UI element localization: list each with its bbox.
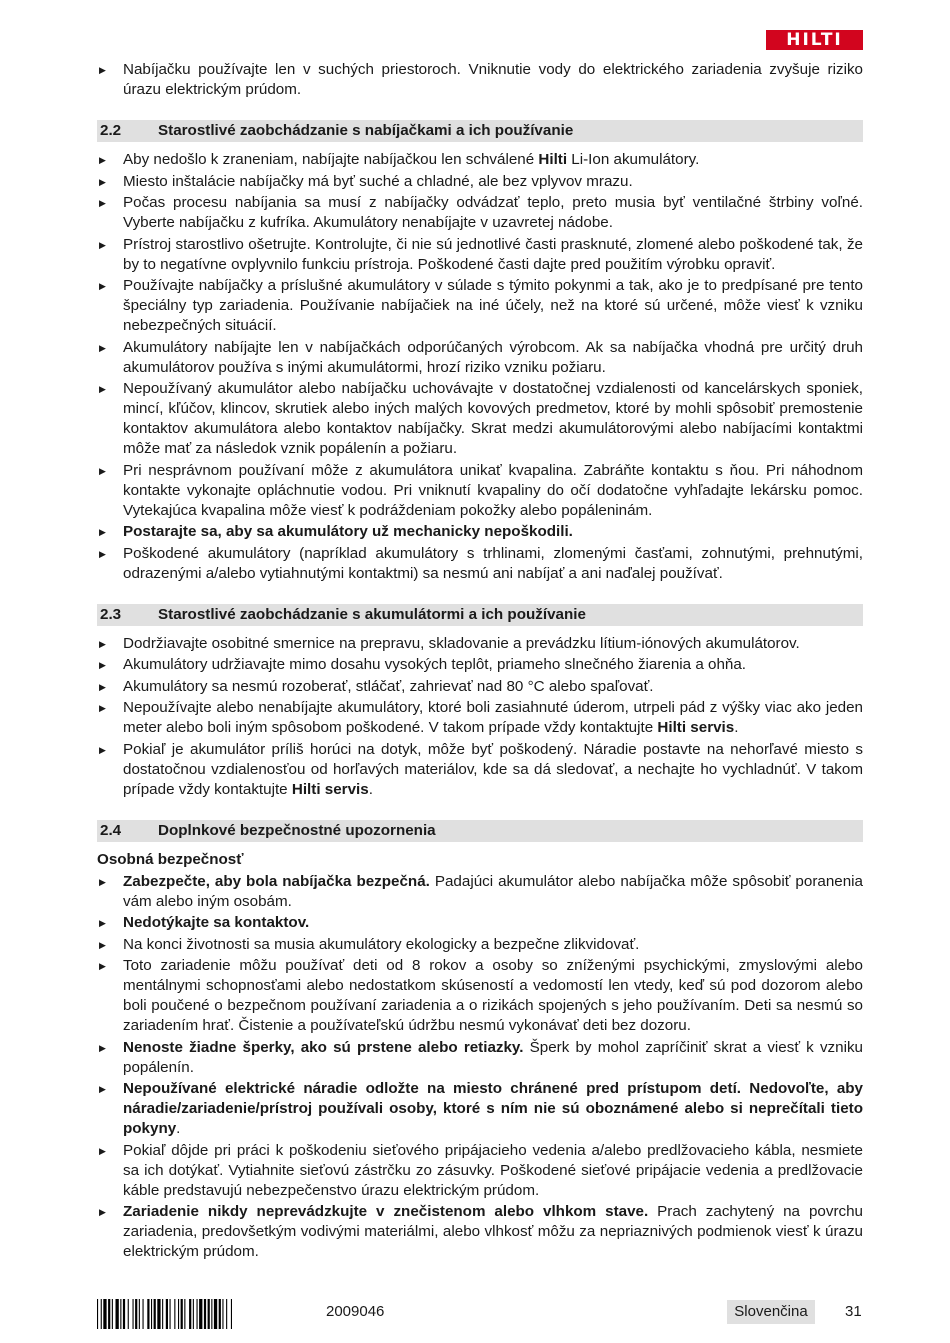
bold-text: Hilti [538,151,568,168]
list-item [97,913,863,933]
page-footer [97,1299,863,1329]
section-title: Doplnkové bezpečnostné upozornenia [158,821,436,839]
bullet-list [97,634,863,800]
section-number: 2.2 [100,122,122,139]
hilti-logo: HILTI [766,30,863,50]
text: Poškodené akumulátory (napríklad akumulátory s trhlinami, zlomenými časťami, zohnutými, prehnutými, odrazenými a/alebo vytiahnutými kontaktmi) sa nesmú ani nabíjať a ani naďalej používať. [123,544,863,582]
list-item [97,1141,863,1201]
bullet-icon: ▶ [99,384,106,394]
bullet-icon: ▶ [99,876,106,887]
bullet-list [97,872,863,1263]
bold-text: Zabezpečte, aby bola nabíjačka bezpečná. [123,872,430,890]
text: Padajúci akumulátor alebo nabíjačka môže spôsobiť poranenia vám alebo iným osobám. [123,872,863,910]
section-number: 2.4 [100,821,122,839]
list-item [97,276,863,336]
text: Pokiaľ dôjde pri práci k poškodeniu sieťového pripájacieho vedenia a/alebo predlžovacieho kábla, nesmiete sa ich dotýkať. Vytiahnite sieťovú zástrčku zo zásuvky. Poškodené sieťové pripájacie vedenia a predlžovacie káble predstavujú nebezpečenstvo úrazu elektrickým prúdom. [123,1141,863,1199]
list-item [97,193,863,233]
text: Šperk by mohol zapríčiniť skrat a viesť k vzniku popálenín. [123,1038,863,1076]
bullet-icon: ▶ [99,681,106,692]
bullet-list [97,150,863,584]
list-item [97,935,863,955]
text: Aby nedošlo k zraneniam, nabíjajte nabíjačkou len schválené [123,151,539,168]
bullet-icon: ▶ [99,198,106,208]
text: Prach zachytený na povrchu zariadenia, predovšetkým vodivými materiálmi, alebo vlhkosť môžu za nepriaznivých podmienok viesť k úrazu elektrickým prúdom. [123,1203,863,1260]
text: Počas procesu nabíjania sa musí z nabíjačky odvádzať teplo, preto musia byť ventilačné štrbiny voľné. Vyberte nabíjačku z kufríka. Akumulátory nenabíjajte v uzavretej nádobe. [123,194,863,231]
list-item [97,740,863,800]
bullet-icon: ▶ [99,465,106,476]
bullet-icon: ▶ [99,918,106,928]
bullet-icon: ▶ [99,961,106,971]
text: Li-Ion akumulátory. [567,151,700,168]
bullet-icon: ▶ [99,527,106,537]
section-title: Starostlivé zaobchádzanie s nabíjačkami a ich používanie [158,122,574,139]
list-item [97,698,863,738]
bullet-icon: ▶ [99,638,106,649]
text: Na konci životnosti sa musia akumulátory ekologicky a bezpečne zlikvidovať. [123,935,640,953]
bullet-icon: ▶ [99,660,106,670]
section-heading [97,820,863,842]
list-item [97,872,863,912]
list-item [97,1079,863,1139]
bullet-icon: ▶ [99,703,106,713]
document-body [97,60,863,1264]
subheading: Osobná bezpečnosť [97,850,244,868]
text: Pokiaľ je akumulátor príliš horúci na dotyk, môže byť poškodený. Náradie postavte na nehorľavé miesto s dostatočnou vzdialenosťou od horľavých materiálov, kde sa dá sledovať, a nechajte ho vychladnúť. V takom prípade vždy kontaktujte [123,740,863,798]
language-label: Slovenčina [727,1300,815,1324]
bold-text: Nepoužívané elektrické náradie odložte na miesto chránené pred prístupom detí. Nedovoľte, aby náradie/zariadenie/prístroj používali osoby, ktoré s ním nie sú oboznámené alebo si neprečítali tieto pokyny [123,1080,863,1137]
bold-text: Nenoste žiadne šperky, ako sú prstene alebo retiazky. [123,1038,524,1056]
text: Nabíjačku používajte len v suchých priestoroch. Vniknutie vody do elektrického zariadenia zvyšuje riziko úrazu elektrickým prúdom. [123,61,863,98]
list-item [97,1202,863,1262]
document-number: 2009046 [326,1303,385,1320]
sections [97,120,863,1262]
section-number: 2.3 [100,605,122,623]
list-item [97,172,863,192]
list-item [97,338,863,378]
list-item [97,60,863,100]
list-item [97,634,863,654]
section-title: Starostlivé zaobchádzanie s akumulátormi a ich používanie [158,605,586,623]
text: . [176,1120,181,1137]
list-item [97,522,863,542]
list-item [97,544,863,584]
bullet-icon: ▶ [99,744,106,755]
bullet-icon: ▶ [99,1084,106,1094]
list-item [97,461,863,521]
bullet-icon: ▶ [99,342,106,353]
bullet-icon: ▶ [99,939,106,950]
barcode [97,1299,309,1329]
bullet-icon: ▶ [99,1207,106,1217]
bold-text: Zariadenie nikdy neprevádzkujte v znečistenom alebo vlhkom stave. [123,1203,649,1220]
bullet-icon: ▶ [99,176,106,187]
bold-text: Postarajte sa, aby sa akumulátory už mechanicky nepoškodili. [123,523,573,540]
section-heading [97,120,863,142]
bold-text: Hilti servis [657,719,735,736]
text: Miesto inštalácie nabíjačky má byť suché a chladné, ale bez vplyvov mrazu. [123,172,633,190]
list-item [97,655,863,675]
bullet-icon: ▶ [99,65,106,75]
bullet-icon: ▶ [99,155,106,165]
page-number: 31 [845,1303,862,1320]
text: Nepoužívajte alebo nenabíjajte akumulátory, ktoré boli zasiahnuté úderom, utrpeli pád z výšky viac ako jeden meter alebo boli iným spôsobom poškodené. V takom prípade vždy kontaktujte [123,699,863,736]
text: Pri nesprávnom používaní môže z akumulátora unikať kvapalina. Zabráňte kontaktu s ňou. Pri náhodnom kontakte vykonajte opláchnutie vodou. Pri vniknutí kvapaliny do očí dodatočne vyhľadajte lekársku pomoc. Vytekajúca kvapalina môže viesť k podráždeniam pokožky alebo popáleninám. [123,461,863,519]
text: Prístroj starostlivo ošetrujte. Kontrolujte, či nie sú jednotlivé časti prasknuté, zlomené alebo poškodené tak, že by to negatívne ovplyvnilo funkciu prístroja. Poškodené časti dajte pred použitím výrobku opraviť. [123,235,863,273]
bullet-icon: ▶ [99,1042,106,1053]
text: Toto zariadenie môžu používať deti od 8 rokov a osoby so zníženými psychickými, zmyslovými alebo mentálnymi schopnosťami alebo nedostatkom skúseností a vedomostí len vtedy, keď sú pod dozorom alebo boli poučené o bezpečnom používaní zariadenia a o rizikách spojených s jeho používaním. Deti sa nesmú so zariadením hrať. Čistenie a používateľskú údržbu nesmú vykonávať deti bez dozoru. [123,957,863,1034]
bullet-icon: ▶ [99,548,106,559]
text: Akumulátory sa nesmú rozoberať, stláčať, zahrievať nad 80 °C alebo spaľovať. [123,677,654,695]
bold-text: Hilti servis [291,780,369,798]
text: . [368,780,373,798]
list-item [97,677,863,697]
intro-list [97,60,863,100]
section-heading [97,604,863,626]
text: Nepoužívaný akumulátor alebo nabíjačku uchovávajte v dostatočnej vzdialenosti od kancelárskych sponiek, mincí, kľúčov, klincov, skrutiek alebo iných malých kovových predmetov, ktoré by mohli spôsobiť premostenie kontaktov akumulátora alebo kontaktov nabíjačky. Skrat medzi akumulátorovými alebo nabíjacími kontaktmi môže mať za následok vznik popálenín a požiaru. [123,380,863,457]
list-item [97,235,863,275]
list-item [97,1038,863,1078]
text: Používajte nabíjačky a príslušné akumulátory v súlade s týmito pokynmi a tak, ako je to predpísané pre tento špeciálny typ zariadenia. Používanie nabíjačiek na iné účely, než na ktoré sú určené, môže viesť k vzniku nebezpečných situácií. [123,277,863,334]
text: Dodržiavajte osobitné smernice na prepravu, skladovanie a prevádzku lítium-iónových akumulátorov. [123,634,800,652]
text: . [734,719,739,736]
list-item [97,956,863,1036]
list-item [97,379,863,459]
bullet-icon: ▶ [99,281,106,291]
list-item [97,150,863,170]
bullet-icon: ▶ [99,1145,106,1156]
bullet-icon: ▶ [99,239,106,250]
bold-text: Nedotýkajte sa kontaktov. [123,914,310,931]
text: Akumulátory nabíjajte len v nabíjačkách odporúčaných výrobcom. Ak sa nabíjačka vhodná pre určitý druh akumulátorov používa s inými akumulátormi, hrozí riziko vzniku požiaru. [123,338,863,376]
text: Akumulátory udržiavajte mimo dosahu vysokých teplôt, priameho slnečného žiarenia a ohňa. [123,656,747,673]
